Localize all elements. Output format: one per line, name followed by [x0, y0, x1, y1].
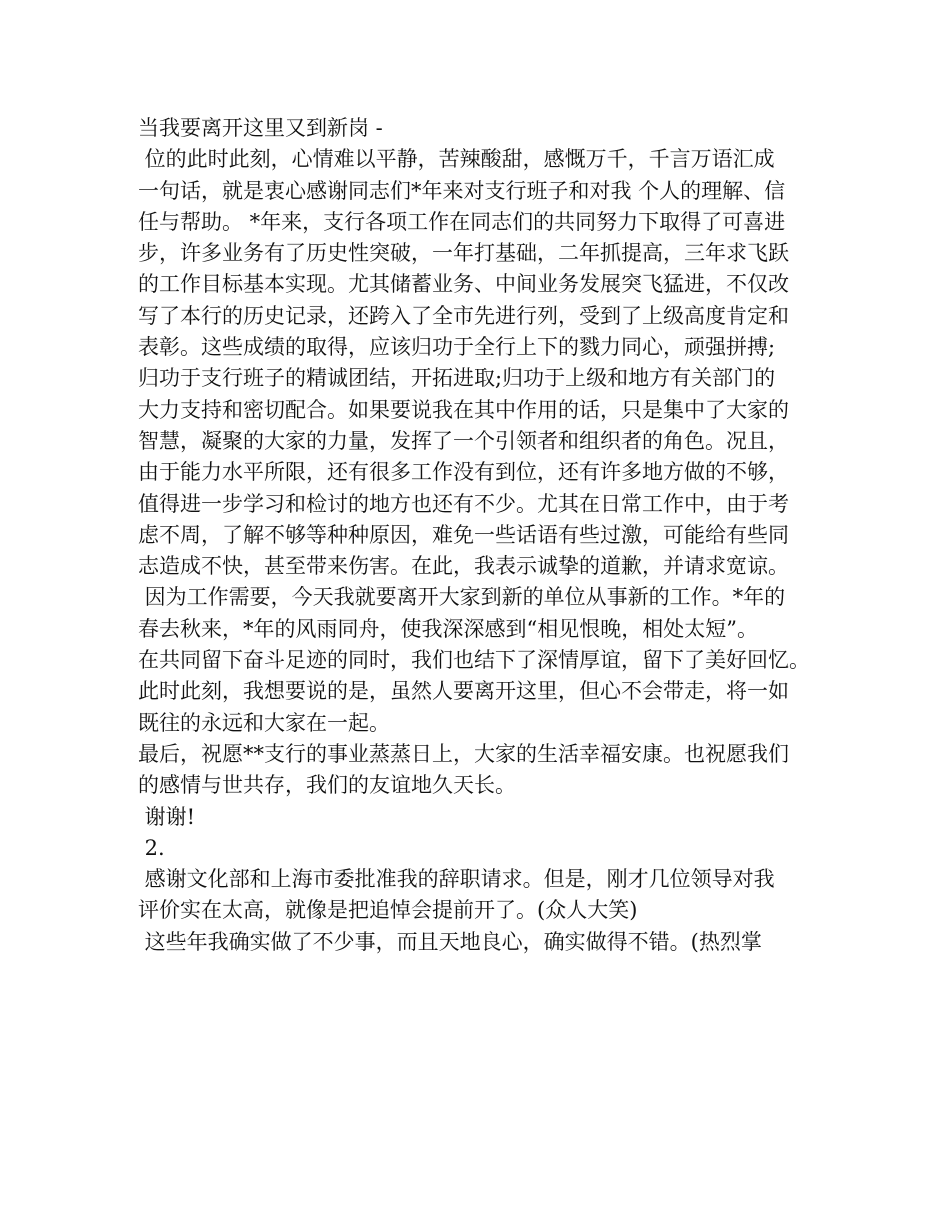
- text-line: 智慧，凝聚的大家的力量，发挥了一个引领者和组织者的角色。况且，: [138, 428, 789, 453]
- text-line: 这些年我确实做了不少事，而且天地良心，确实做得不错。(热烈掌: [138, 929, 762, 954]
- text-line: 2.: [138, 835, 165, 860]
- text-line: 归功于支行班子的精诚团结，开拓进取;归功于上级和地方有关部门的: [138, 366, 776, 391]
- text-line: 值得进一步学习和检讨的地方也还有不少。尤其在日常工作中，由于考: [138, 491, 789, 516]
- text-line: 虑不周，了解不够等种种原因，难免一些话语有些过激，可能给有些同: [138, 522, 789, 547]
- text-line: 由于能力水平所限，还有很多工作没有到位，还有许多地方做的不够，: [138, 460, 789, 485]
- text-line: 既往的永远和大家在一起。: [138, 710, 390, 735]
- text-line: 位的此时此刻，心情难以平静，苦辣酸甜，感慨万千，千言万语汇成: [138, 147, 775, 172]
- text-line: 在共同留下奋斗足迹的同时，我们也结下了深情厚谊，留下了美好回忆。: [138, 648, 810, 673]
- text-line: 一句话，就是衷心感谢同志们*年来对支行班子和对我 个人的理解、信: [138, 178, 786, 203]
- text-line: 表彰。这些成绩的取得，应该归功于全行上下的戮力同心，顽强拼搏;: [138, 335, 776, 360]
- text-line: 的感情与世共存，我们的友谊地久天长。: [138, 773, 516, 798]
- text-line: 此时此刻，我想要说的是，虽然人要离开这里，但心不会带走，将一如: [138, 679, 789, 704]
- text-line: 志造成不快，甚至带来伤害。在此，我表示诚挚的道歉，并请求宽谅。: [138, 554, 789, 579]
- document-body: [138, 113, 838, 958]
- text-line: 春去秋来，*年的风雨同舟，使我深深感到“相见恨晚，相处太短”。: [138, 616, 758, 641]
- text-line: 任与帮助。 *年来，支行各项工作在同志们的共同努力下取得了可喜进: [138, 209, 786, 234]
- text-line: 当我要离开这里又到新岗 -: [138, 116, 383, 140]
- text-line: 最后，祝愿**支行的事业蒸蒸日上，大家的生活幸福安康。也祝愿我们: [138, 741, 789, 766]
- text-line: 因为工作需要，今天我就要离开大家到新的单位从事新的工作。*年的: [138, 585, 786, 610]
- text-line: 步，许多业务有了历史性突破，一年打基础，二年抓提高，三年求飞跃: [138, 241, 789, 266]
- text-line: 大力支持和密切配合。如果要说我在其中作用的话，只是集中了大家的: [138, 397, 789, 422]
- text-line: 写了本行的历史记录，还跨入了全市先进行列，受到了上级高度肯定和: [138, 303, 789, 328]
- text-line: 评价实在太高，就像是把追悼会提前开了。(众人大笑): [138, 898, 638, 923]
- text-line: 谢谢!: [138, 804, 196, 829]
- text-line: 的工作目标基本实现。尤其储蓄业务、中间业务发展突飞猛进，不仅改: [138, 272, 789, 297]
- text-line: 感谢文化部和上海市委批准我的辞职请求。但是，刚才几位领导对我: [138, 867, 775, 892]
